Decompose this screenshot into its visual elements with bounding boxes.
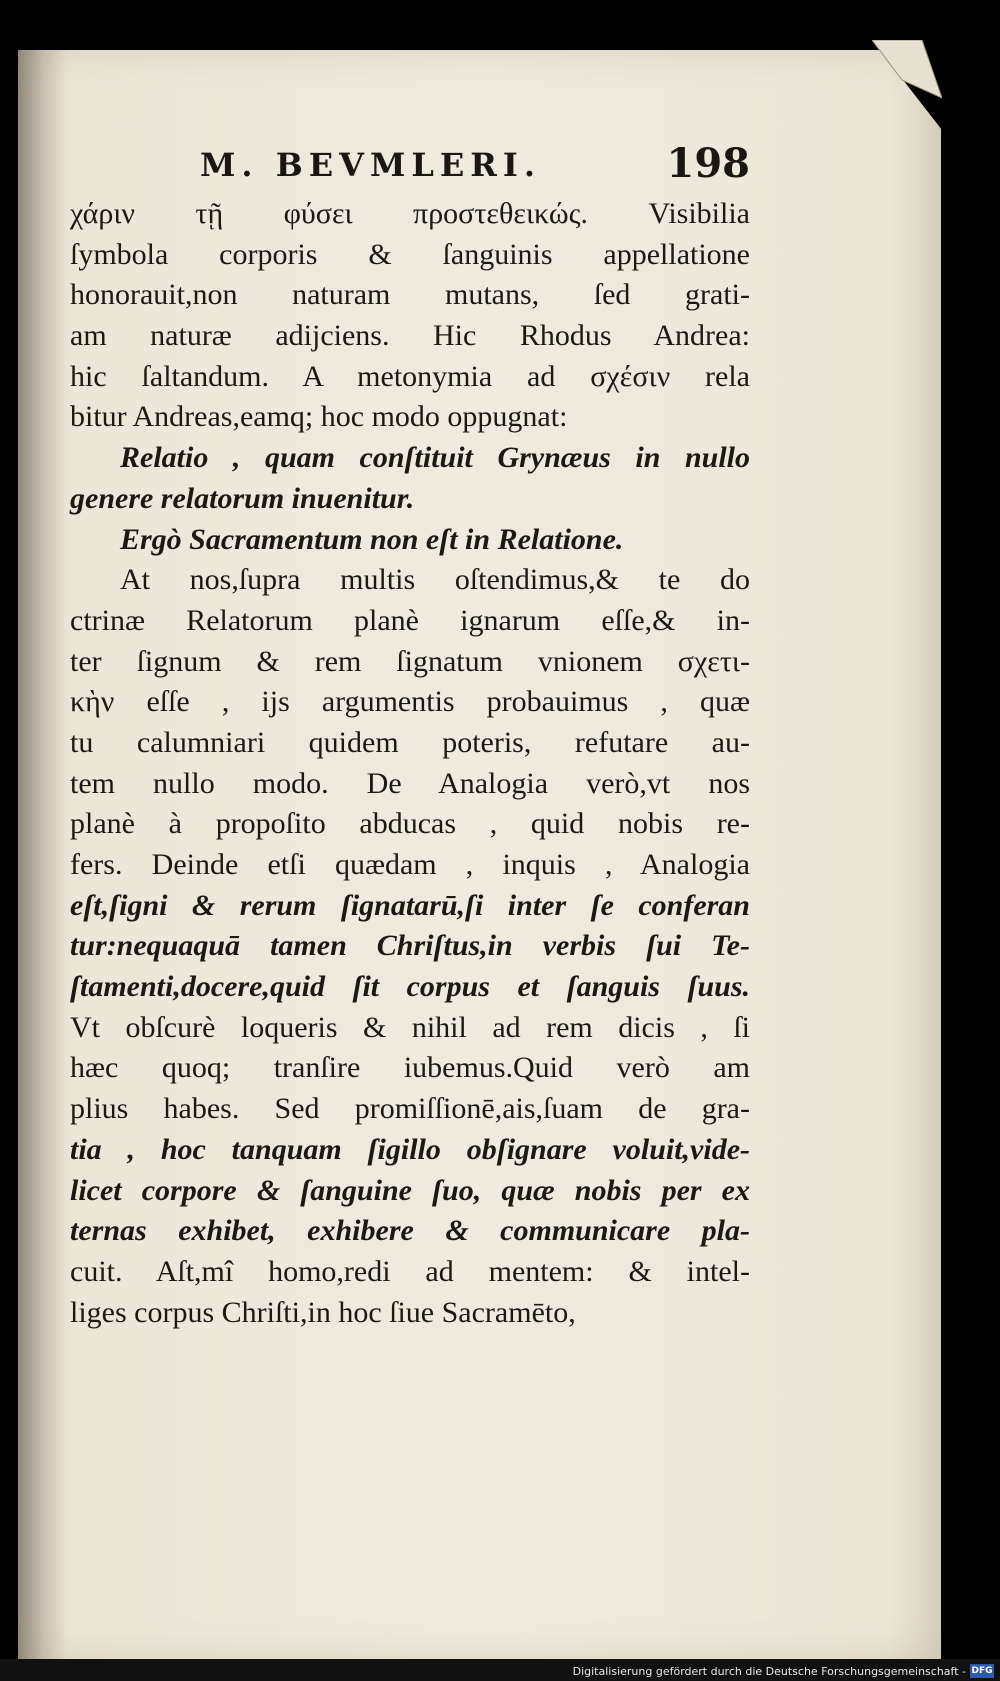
text-line: hæc quoq; tranſire iubemus.Quid verò am — [70, 1051, 750, 1085]
italic-line: tia , hoc tanquam ſigillo obſignare voluit,vide- — [70, 1132, 750, 1166]
text-line: tu calumniari quidem poteris, refutare au- — [70, 725, 750, 759]
italic-line: ternas exhibet, exhibere & communicare pla- — [70, 1214, 750, 1248]
mixed-line: fers. Deinde etſi quædam , inquis , Analogia — [70, 848, 750, 881]
italic-line: eſt,ſigni & rerum ſignatarū,ſi inter ſe conferan — [70, 888, 750, 922]
text-line: tem nullo modo. De Analogia verò,vt nos — [70, 766, 750, 800]
text-block — [70, 194, 750, 1333]
text-line: hic ſaltandum. A metonymia ad σχέσιν rela — [70, 359, 750, 393]
text-line: κὴν eſſe , ijs argumentis probauimus , quæ — [70, 685, 750, 719]
text-line: am naturæ adijciens. Hic Rhodus Andrea: — [70, 319, 750, 353]
text-line: bitur Andreas,eamq; hoc modo oppugnat: — [70, 400, 568, 434]
text-line: honorauit,non naturam mutans, ſed grati- — [70, 278, 750, 312]
mixed-line: cuit. Aſt,mî homo,redi ad mentem: & intel- — [70, 1254, 750, 1288]
page-gutter-shadow — [18, 50, 66, 1660]
italic-line: licet corpore & ſanguine ſuo, quæ nobis per ex — [70, 1173, 750, 1207]
text-line: χάριν τῇ φύσει προστεθεικώς. Visibilia — [70, 197, 750, 230]
italic-line: Ergò Sacramentum non eſt in Relatione. — [120, 522, 624, 556]
mixed-line: plius habes. Sed promiſſionē,ais,ſuam de gra- — [70, 1092, 750, 1126]
folded-corner-icon — [872, 40, 942, 130]
text-line: ter ſignum & rem ſignatum vnionem σχετι- — [70, 644, 750, 678]
digitization-credit: Digitalisierung gefördert durch die Deutsche Forschungsgemeinschaft - — [572, 1665, 966, 1678]
page-number: 198 — [666, 140, 750, 187]
text-line: liges corpus Chriſti,in hoc ſiue Sacramēto, — [70, 1295, 576, 1329]
text-line: At nos,ſupra multis oſtendimus,& te do — [120, 563, 750, 597]
text-line: ſymbola corporis & ſanguinis appellatione — [70, 237, 750, 271]
italic-line: tur:nequaquā tamen Chriſtus,in verbis ſui Te- — [70, 929, 750, 963]
running-title: M. BEVMLERI. — [200, 146, 541, 184]
italic-line: genere relatorum inuenitur. — [70, 481, 415, 515]
text-line: ctrinæ Relatorum planè ignarum eſſe,& in- — [70, 603, 750, 637]
text-line: planè à propoſito abducas , quid nobis re- — [70, 807, 750, 841]
dfg-logo: DFG — [971, 1666, 993, 1676]
text-line: Vt obſcurè loqueris & nihil ad rem dicis , ſi — [70, 1010, 750, 1044]
italic-line: Relatio , quam conſtituit Grynæus in nullo — [120, 441, 750, 475]
page-header — [70, 140, 750, 192]
italic-line: ſtamenti,docere,quid ſit corpus et ſanguis ſuus. — [70, 970, 750, 1004]
